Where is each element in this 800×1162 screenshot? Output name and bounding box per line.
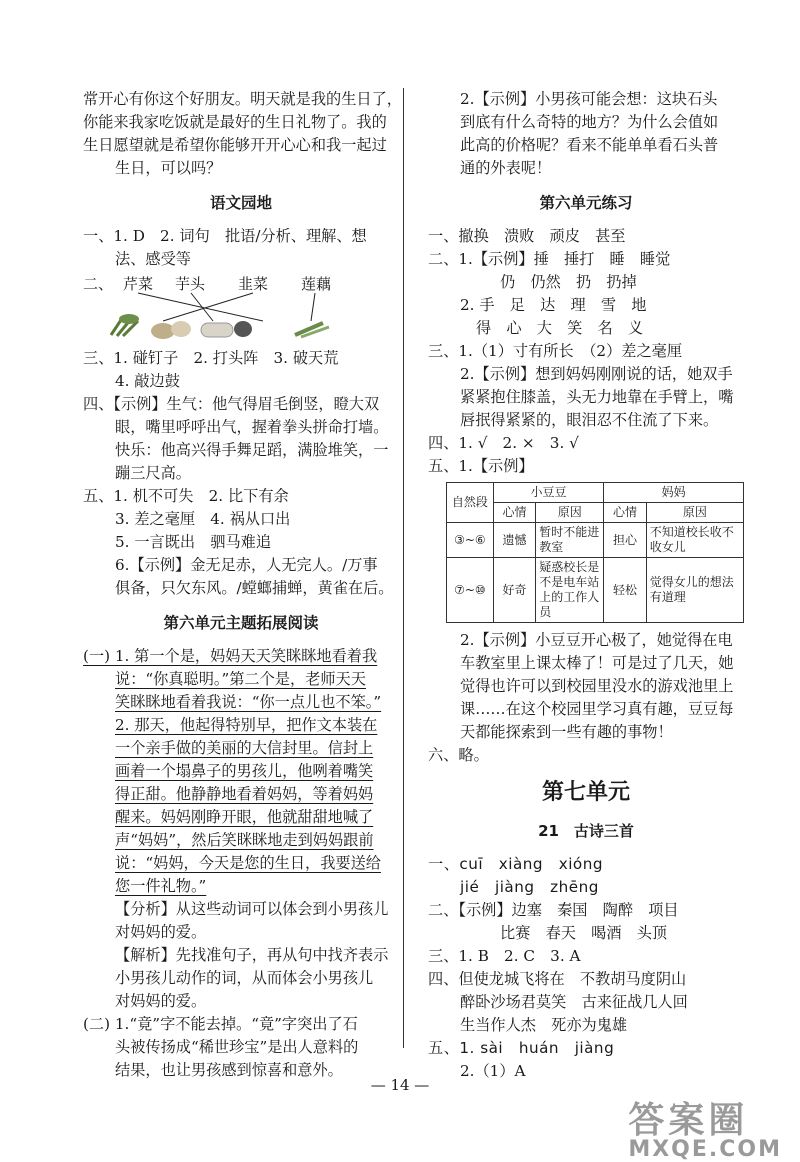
answer-line: 四、1. √ 2. × 3. √ bbox=[428, 434, 579, 452]
answer-line: 觉得也许可以到校园里没水的游戏池里上 bbox=[460, 677, 734, 695]
answer-line: 三、1. B 2. C 3. A bbox=[428, 947, 581, 965]
answer-line: 2.【示例】想到妈妈刚刚说的话，她双手 bbox=[460, 365, 733, 383]
answer-line: 二、1.【示例】捶 捶打 睡 睡觉 bbox=[428, 250, 671, 268]
answer-line: 俱备，只欠东风。/螳螂捕蝉，黄雀在后。 bbox=[115, 579, 394, 597]
table-header: 心情 bbox=[493, 503, 535, 523]
table-cell: 好奇 bbox=[493, 558, 535, 623]
reading-line: 对妈妈的爱。 bbox=[115, 992, 207, 1010]
answer-line: 车教室里上课太棒了！可是过了几天，她 bbox=[460, 654, 734, 672]
answer-line: 到底有什么奇特的地方？为什么会值如 bbox=[460, 113, 719, 131]
lotus-root-icon bbox=[201, 323, 233, 337]
reading-line: 醒来。妈妈刚睁开眼，他就甜甜地喊了 bbox=[115, 808, 374, 826]
page-number: — 14 — bbox=[370, 1076, 430, 1094]
intro-line: 你能来我家吃饭就是最好的生日礼物了。我的 bbox=[83, 113, 387, 131]
table-header: 心情 bbox=[604, 503, 646, 523]
answer-line: 三、1. 碰钉子 2. 打头阵 3. 破天荒 bbox=[83, 349, 339, 367]
answer-table bbox=[446, 482, 744, 623]
answer-line: 6.【示例】金无足赤，人无完人。/万事 bbox=[115, 556, 378, 574]
table-cell: 遗憾 bbox=[493, 523, 535, 558]
reading-line: 【解析】先找准句子，再从句中找齐表示 bbox=[115, 946, 389, 964]
answer-line: 三、1.（1）寸有所长 （2）差之毫厘 bbox=[428, 342, 683, 360]
answer-line: 4. 敲边鼓 bbox=[115, 372, 180, 390]
answer-line: 课……在这个校园里学习真有趣，豆豆每 bbox=[460, 700, 734, 718]
answer-line: 四、【示例】生气：他气得眉毛倒竖，瞪大双 bbox=[83, 395, 380, 413]
answer-line: 法、感受等 bbox=[115, 250, 191, 268]
reading-line: 一个亲手做的美丽的大信封里。信封上 bbox=[115, 739, 374, 757]
table-cell: 暂时不能进教室 bbox=[536, 523, 604, 558]
chives-icon bbox=[234, 321, 252, 337]
answer-line: 此高的价格呢？看来不能单单看石头普 bbox=[460, 136, 719, 154]
reading-line: 对妈妈的爱。 bbox=[115, 923, 207, 941]
answer-line: 5. 一言既出 驷马难追 bbox=[115, 533, 272, 551]
table-header: 自然段 bbox=[447, 483, 494, 523]
answer-line: 得 心 大 笑 名 义 bbox=[476, 319, 644, 337]
taro-icon bbox=[151, 321, 191, 339]
matching-illustration bbox=[83, 273, 383, 343]
answer-line: 四、但使龙城飞将在 不教胡马度阴山 bbox=[428, 970, 687, 988]
reading-line: 说：“你真聪明。”第二个是，老师天天 bbox=[115, 670, 366, 688]
pinyin-line: 五、1. sài huán jiàng bbox=[428, 1039, 615, 1057]
reading-line: 小男孩儿动作的词，从而体会小男孩儿 bbox=[115, 969, 374, 987]
matching-label: 韭菜 bbox=[238, 275, 269, 293]
answer-line: 2. 手 足 达 理 雪 地 bbox=[460, 296, 647, 314]
matching-exercise bbox=[83, 273, 399, 343]
answer-line: 紧紧抱住膝盖，头无力地靠在手臂上，嘴 bbox=[460, 388, 734, 406]
matching-label: 莲藕 bbox=[301, 275, 332, 293]
section-title-yuwen: 语文园地 bbox=[209, 194, 272, 212]
section-title-practice: 第六单元练习 bbox=[539, 194, 633, 212]
reading-line: 【分析】从这些动词可以体会到小男孩儿 bbox=[115, 900, 389, 918]
answer-line: 一、撤换 溃败 顽皮 甚至 bbox=[428, 227, 626, 245]
table-header: 原因 bbox=[536, 503, 604, 523]
celery-icon bbox=[111, 314, 139, 336]
intro-line: 常开心有你这个好朋友。明天就是我的生日了， bbox=[83, 90, 402, 108]
table-cell: ⑦~⑩ bbox=[447, 558, 494, 623]
table-cell: 轻松 bbox=[604, 558, 646, 623]
reading-line: 画着一个塌鼻子的男孩儿，他咧着嘴笑 bbox=[115, 762, 374, 780]
table-cell: 疑惑校长是不是电车站上的工作人员 bbox=[536, 558, 604, 623]
answer-line: 醉卧沙场君莫笑 古来征战几人回 bbox=[460, 993, 688, 1011]
reading-line: 笑眯眯地看着我说：“你一点儿也不笨。” bbox=[115, 693, 382, 711]
column-divider bbox=[403, 88, 404, 1048]
left-column bbox=[83, 88, 402, 1082]
intro-line: 生日，可以吗？ bbox=[115, 159, 222, 177]
matching-label: 芹菜 bbox=[123, 275, 154, 293]
reading-line: 得正甜。他静静地看着妈妈，等着妈妈 bbox=[115, 785, 374, 803]
reading-line: 说：“妈妈，今天是您的生日，我要送给 bbox=[115, 854, 381, 872]
matching-prefix: 二、 bbox=[83, 275, 114, 293]
unit-title: 第七单元 bbox=[541, 780, 630, 805]
lotus-root-slice-icon bbox=[295, 323, 329, 337]
pinyin-line: 一、cuī xiàng xióng bbox=[428, 855, 603, 873]
table-cell: 觉得女儿的想法有道理 bbox=[646, 558, 743, 623]
answer-line: 比赛 春天 喝酒 头顶 bbox=[500, 924, 668, 942]
table-row bbox=[447, 558, 744, 623]
lesson-title: 21 古诗三首 bbox=[538, 822, 634, 840]
answer-line: 2.【示例】小豆豆开心极了，她觉得在电 bbox=[460, 631, 733, 649]
table-header: 妈妈 bbox=[604, 483, 744, 503]
answer-line: 五、1. 机不可失 2. 比下有余 bbox=[83, 487, 289, 505]
table-cell: ③~⑥ bbox=[447, 523, 494, 558]
reading-line: 头被传扬成“稀世珍宝”是出人意料的 bbox=[115, 1038, 359, 1056]
answer-line: 通的外表呢！ bbox=[460, 159, 552, 177]
answer-line: 仍 仍然 扔 扔掉 bbox=[500, 273, 637, 291]
watermark-text: 答案圈 bbox=[628, 1100, 749, 1141]
table-cell: 不知道校长收不收女儿 bbox=[646, 523, 743, 558]
section-title-tuozhan: 第六单元主题拓展阅读 bbox=[163, 614, 319, 632]
answer-line: 天都能探索到一些有趣的事物！ bbox=[460, 723, 673, 741]
intro-line: 生日愿望就是希望你能够开开心心和我一起过 bbox=[83, 136, 387, 154]
reading-line: 结果，也让男孩感到惊喜和意外。 bbox=[115, 1061, 343, 1079]
table-header: 小豆豆 bbox=[493, 483, 603, 503]
watermark-url: MXQE.COM bbox=[628, 1137, 782, 1162]
answer-line: 眼，嘴里呼呼出气，握着拳头拼命打墙。 bbox=[115, 418, 389, 436]
reading-line: 您一件礼物。” bbox=[115, 877, 207, 895]
answer-line: 一、1. D 2. 词句 批语/分析、理解、想 bbox=[83, 227, 367, 245]
reading-line: 2. 那天，他起得特别早，把作文本装在 bbox=[115, 716, 378, 734]
table-row bbox=[447, 523, 744, 558]
watermark-logo bbox=[628, 1092, 782, 1162]
answer-line: 生当作人杰 死亦为鬼雄 bbox=[460, 1016, 628, 1034]
answer-line: 快乐：他高兴得手舞足蹈，满脸堆笑，一 bbox=[115, 441, 389, 459]
answer-line: 二、【示例】边塞 秦国 陶醉 项目 bbox=[428, 901, 679, 919]
matching-label: 芋头 bbox=[175, 275, 206, 293]
answer-line: 唇抿得紧紧的，眼泪忍不住流了下来。 bbox=[460, 411, 719, 429]
pinyin-line: jié jiàng zhēng bbox=[460, 878, 599, 896]
answer-line: 六、略。 bbox=[428, 746, 489, 764]
answer-line: 蹦三尺高。 bbox=[115, 464, 191, 482]
answer-line: 2.（1）A bbox=[460, 1062, 526, 1080]
reading-line: (二) 1.“竟”字不能去掉。“竟”字突出了石 bbox=[83, 1015, 358, 1033]
table-header: 原因 bbox=[646, 503, 743, 523]
answer-line: 3. 差之毫厘 4. 祸从口出 bbox=[115, 510, 291, 528]
reading-line: 声“妈妈”，然后笑眯眯地走到妈妈跟前 bbox=[115, 831, 374, 849]
right-column bbox=[428, 88, 744, 1083]
answer-line: 五、1.【示例】 bbox=[428, 457, 534, 475]
table-cell: 担心 bbox=[604, 523, 646, 558]
reading-line: (一) 1. 第一个是，妈妈天天笑眯眯地看着我 bbox=[83, 647, 378, 665]
answer-line: 2.【示例】小男孩可能会想：这块石头 bbox=[460, 90, 718, 108]
